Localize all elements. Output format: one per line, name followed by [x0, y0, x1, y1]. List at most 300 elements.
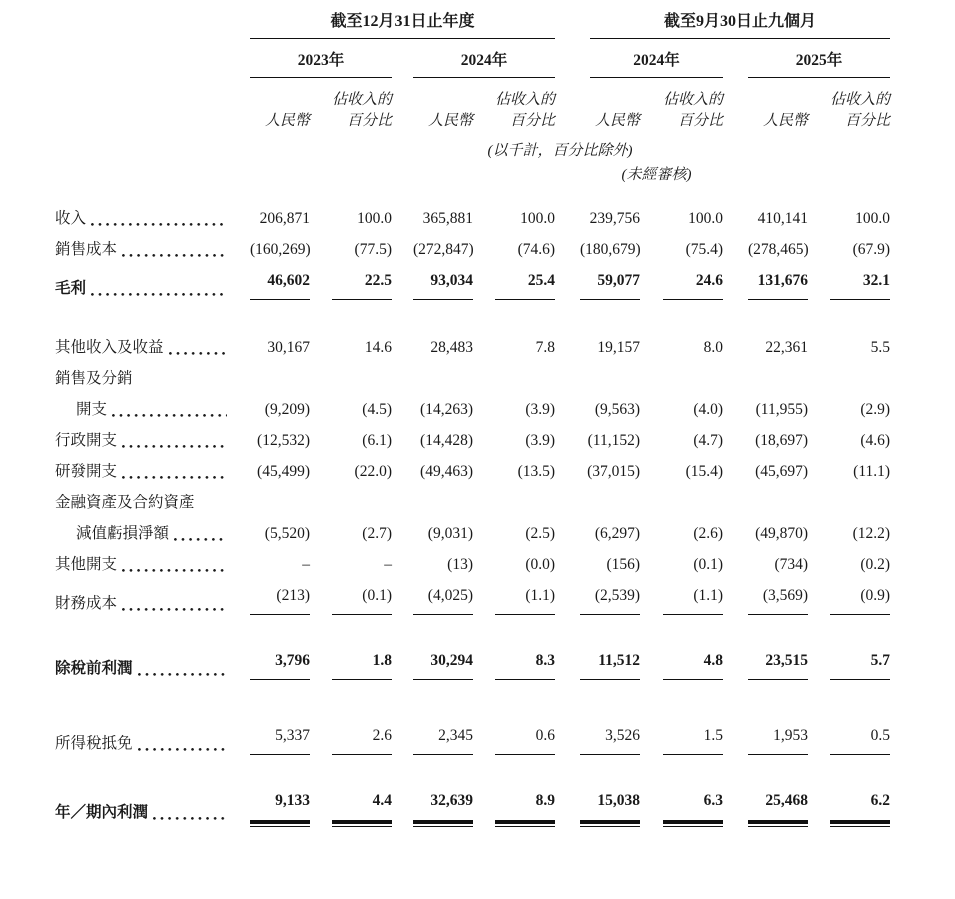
cell-value: 410,141 [757, 209, 809, 227]
column-gap [808, 425, 830, 456]
row-label-text: 開支 [76, 400, 108, 418]
cell-value: (6.1) [362, 431, 392, 449]
column-gap [473, 265, 495, 304]
column-gap [310, 332, 332, 363]
cell-value: (67.9) [852, 240, 891, 258]
cell-value: (0.1) [332, 580, 392, 619]
column-gap [808, 549, 830, 580]
leader-dots [174, 538, 227, 541]
table-row [55, 394, 890, 425]
row-label [55, 549, 230, 580]
column-gap [392, 363, 413, 394]
cell-value: (45,697) [755, 462, 809, 480]
column-gap [723, 720, 748, 759]
cell-value: 25,468 [748, 785, 808, 828]
cell-value: 239,756 [589, 209, 641, 227]
row-label [55, 645, 230, 684]
cell-value: 11,512 [580, 645, 640, 684]
units-note: (以千計，百分比除外) [487, 143, 633, 159]
pct-column-header: 佔收入的 百分比 [830, 92, 891, 129]
cell-value: (0.1) [693, 555, 724, 573]
column-gap [555, 518, 580, 549]
row-label-text: 金融資產及合約資產 [55, 493, 195, 511]
column-gap [473, 518, 495, 549]
column-gap [230, 425, 250, 456]
leader-dots [122, 569, 227, 572]
column-gap [808, 332, 830, 363]
cell-value: (13.5) [517, 462, 556, 480]
column-gap [230, 456, 250, 487]
column-gap [640, 332, 663, 363]
cell-value: (2.6) [693, 524, 724, 542]
column-gap [473, 456, 495, 487]
cell-value: (0.2) [860, 555, 891, 573]
column-gap [555, 265, 580, 304]
column-gap [723, 549, 748, 580]
column-gap [230, 487, 250, 518]
table-row [55, 645, 890, 684]
column-gap [640, 456, 663, 487]
cell-value: 5.5 [870, 338, 891, 356]
column-gap [808, 785, 830, 828]
row-label [55, 456, 230, 487]
column-gap [310, 203, 332, 234]
cell-value: (12.2) [852, 524, 891, 542]
cell-value: (180,679) [580, 240, 641, 258]
cell-value: 206,871 [259, 209, 310, 227]
cell-value: (75.4) [685, 240, 724, 258]
cell-value [748, 487, 808, 518]
cell-value: 1,953 [748, 720, 808, 759]
row-label-text: 研發開支 [55, 462, 118, 480]
column-gap [310, 456, 332, 487]
row-label-text: 收入 [55, 209, 87, 227]
year-header: 2023年 [230, 39, 392, 78]
column-gap [392, 425, 413, 456]
cell-value: (9,209) [264, 400, 310, 418]
column-gap [723, 456, 748, 487]
cell-value [663, 363, 723, 394]
cell-value: (9,031) [427, 524, 473, 542]
unaudited-note: (未經審核) [621, 167, 692, 183]
row-label [55, 487, 230, 518]
column-gap [230, 394, 250, 425]
column-gap [310, 720, 332, 759]
units-note-row [55, 132, 890, 161]
column-gap [808, 518, 830, 549]
cell-value: 30,167 [267, 338, 310, 356]
column-gap [310, 265, 332, 304]
leader-dots [91, 223, 227, 226]
row-label [55, 394, 230, 425]
column-gap [392, 265, 413, 304]
cell-value: 59,077 [580, 265, 640, 304]
period-group-header: 截至12月31日止年度 [230, 8, 555, 39]
cell-value: 25.4 [495, 265, 555, 304]
column-gap [555, 580, 580, 619]
column-gap [555, 720, 580, 759]
column-header-row [55, 78, 890, 132]
cell-value [663, 487, 723, 518]
column-gap [640, 487, 663, 518]
cell-value: 23,515 [748, 645, 808, 684]
cell-value: (4.7) [693, 431, 724, 449]
column-gap [723, 425, 748, 456]
column-gap [230, 645, 250, 684]
column-gap [473, 720, 495, 759]
cell-value: 14.6 [364, 338, 392, 356]
row-label-text: 所得稅抵免 [55, 734, 133, 752]
column-gap [310, 580, 332, 619]
cell-value: 30,294 [413, 645, 473, 684]
leader-dots [91, 293, 227, 296]
column-gap [808, 394, 830, 425]
year-header: 2025年 [723, 39, 890, 78]
cell-value: (734) [774, 555, 809, 573]
column-gap [555, 456, 580, 487]
cell-value: 32,639 [413, 785, 473, 828]
cell-value: 24.6 [663, 265, 723, 304]
row-label [55, 785, 230, 828]
cell-value: 3,526 [580, 720, 640, 759]
cell-value: 5,337 [250, 720, 310, 759]
column-gap [640, 645, 663, 684]
cell-value: 15,038 [580, 785, 640, 828]
cell-value: 22,361 [765, 338, 809, 356]
row-spacer [55, 304, 890, 332]
cell-value: 93,034 [413, 265, 473, 304]
cell-value [580, 363, 640, 394]
table-row [55, 785, 890, 828]
rmb-column-header: 人民幣 [427, 113, 473, 129]
column-gap [473, 363, 495, 394]
year-row [55, 39, 890, 78]
rmb-column-header: 人民幣 [763, 113, 809, 129]
cell-value [830, 487, 890, 518]
leader-dots [122, 476, 227, 479]
row-label-text: 銷售成本 [55, 240, 118, 258]
column-gap [230, 332, 250, 363]
column-gap [392, 394, 413, 425]
row-label-text: 其他開支 [55, 555, 118, 573]
table-row [55, 425, 890, 456]
cell-value: – [384, 555, 392, 573]
cell-value: (15.4) [685, 462, 724, 480]
column-gap [555, 425, 580, 456]
row-label [55, 234, 230, 265]
cell-value: (278,465) [748, 240, 809, 258]
column-gap [230, 720, 250, 759]
column-gap [640, 265, 663, 304]
column-gap [555, 785, 580, 828]
cell-value: 100.0 [855, 209, 891, 227]
leader-dots [138, 673, 227, 676]
cell-value: 6.2 [830, 785, 890, 828]
column-gap [230, 549, 250, 580]
leader-dots [169, 352, 227, 355]
column-gap [473, 785, 495, 828]
cell-value: – [302, 555, 310, 573]
period-group-row [55, 8, 890, 39]
pct-column-header: 佔收入的 百分比 [495, 92, 556, 129]
table-row [55, 580, 890, 619]
cell-value: (1.1) [495, 580, 555, 619]
column-gap [392, 234, 413, 265]
column-gap [392, 549, 413, 580]
table-row [55, 203, 890, 234]
table-row [55, 265, 890, 304]
cell-value: 131,676 [748, 265, 808, 304]
column-gap [230, 518, 250, 549]
cell-value: (11,152) [587, 431, 641, 449]
leader-dots [122, 254, 227, 257]
cell-value [250, 487, 310, 518]
row-label [55, 518, 230, 549]
table-row [55, 549, 890, 580]
cell-value [580, 487, 640, 518]
column-gap [640, 394, 663, 425]
column-gap [723, 363, 748, 394]
cell-value: 0.5 [830, 720, 890, 759]
row-label-text: 財務成本 [55, 594, 118, 612]
column-gap [640, 580, 663, 619]
cell-value: (3,569) [748, 580, 808, 619]
cell-value: (18,697) [755, 431, 809, 449]
column-gap [808, 203, 830, 234]
cell-value: (213) [250, 580, 310, 619]
column-gap [808, 363, 830, 394]
cell-value: 365,881 [422, 209, 473, 227]
leader-dots [138, 748, 227, 751]
row-label [55, 203, 230, 234]
cell-value: (45,499) [257, 462, 310, 480]
cell-value: (4.6) [860, 431, 891, 449]
column-gap [808, 456, 830, 487]
cell-value: (12,532) [257, 431, 310, 449]
column-gap [723, 645, 748, 684]
cell-value: 0.6 [495, 720, 555, 759]
column-gap [555, 645, 580, 684]
column-gap [473, 234, 495, 265]
cell-value: (156) [606, 555, 641, 573]
cell-value: (37,015) [587, 462, 641, 480]
column-gap [392, 456, 413, 487]
cell-value: (11.1) [853, 462, 891, 480]
cell-value: (4.5) [362, 400, 392, 418]
column-gap [230, 363, 250, 394]
column-gap [392, 785, 413, 828]
cell-value: (14,263) [420, 400, 473, 418]
cell-value: 4.8 [663, 645, 723, 684]
row-label [55, 580, 230, 619]
rmb-column-header: 人民幣 [264, 113, 310, 129]
column-gap [473, 580, 495, 619]
table-row [55, 456, 890, 487]
cell-value: (5,520) [264, 524, 310, 542]
column-gap [392, 720, 413, 759]
cell-value: 19,157 [597, 338, 641, 356]
cell-value: (160,269) [250, 240, 311, 258]
column-gap [640, 203, 663, 234]
cell-value: 1.8 [332, 645, 392, 684]
cell-value: 100.0 [688, 209, 724, 227]
column-gap [723, 487, 748, 518]
table-row [55, 234, 890, 265]
column-gap [473, 645, 495, 684]
column-gap [473, 487, 495, 518]
cell-value: 8.9 [495, 785, 555, 828]
column-gap [310, 234, 332, 265]
cell-value: (77.5) [354, 240, 392, 258]
pct-column-header: 佔收入的 百分比 [332, 92, 393, 129]
cell-value: 100.0 [357, 209, 392, 227]
column-gap [723, 265, 748, 304]
column-gap [392, 203, 413, 234]
cell-value: 6.3 [663, 785, 723, 828]
cell-value: (2.7) [362, 524, 392, 542]
row-label-text: 銷售及分銷 [55, 369, 133, 387]
column-gap [640, 425, 663, 456]
column-gap [392, 645, 413, 684]
column-gap [555, 487, 580, 518]
column-gap [640, 518, 663, 549]
column-gap [723, 518, 748, 549]
cell-value: 100.0 [520, 209, 556, 227]
cell-value: 2.6 [332, 720, 392, 759]
cell-value: (272,847) [413, 240, 474, 258]
cell-value: (4.0) [693, 400, 724, 418]
column-gap [392, 580, 413, 619]
cell-value: (74.6) [517, 240, 556, 258]
column-gap [808, 580, 830, 619]
cell-value: (22.0) [354, 462, 392, 480]
column-gap [808, 487, 830, 518]
cell-value: 7.8 [535, 338, 556, 356]
column-gap [310, 394, 332, 425]
cell-value: (11,955) [755, 400, 809, 418]
column-gap [310, 785, 332, 828]
column-gap [310, 645, 332, 684]
row-label [55, 720, 230, 759]
column-gap [723, 234, 748, 265]
column-gap [640, 785, 663, 828]
cell-value: (2,539) [580, 580, 640, 619]
cell-value: (3.9) [525, 400, 556, 418]
column-gap [640, 549, 663, 580]
column-gap [640, 720, 663, 759]
cell-value: 32.1 [830, 265, 890, 304]
column-gap [723, 785, 748, 828]
column-gap [473, 425, 495, 456]
table-row [55, 720, 890, 759]
cell-value: (6,297) [594, 524, 641, 542]
cell-value: (49,463) [420, 462, 473, 480]
column-gap [555, 234, 580, 265]
cell-value: 8.0 [703, 338, 724, 356]
row-label-text: 除稅前利潤 [55, 659, 133, 677]
table-row [55, 487, 890, 518]
column-gap [808, 645, 830, 684]
column-gap [230, 265, 250, 304]
row-label-text: 行政開支 [55, 431, 118, 449]
column-gap [473, 394, 495, 425]
row-label-text: 毛利 [55, 279, 87, 297]
column-gap [392, 487, 413, 518]
table-row [55, 332, 890, 363]
leader-dots [112, 414, 227, 417]
cell-value: 3,796 [250, 645, 310, 684]
row-spacer [55, 684, 890, 720]
cell-value: 4.4 [332, 785, 392, 828]
cell-value: (3.9) [525, 431, 556, 449]
column-gap [723, 203, 748, 234]
column-gap [310, 487, 332, 518]
column-gap [392, 518, 413, 549]
row-label-text: 年／期內利潤 [55, 803, 149, 821]
cell-value [830, 363, 890, 394]
column-gap [640, 363, 663, 394]
cell-value [495, 487, 555, 518]
financial-summary-table [55, 8, 890, 828]
cell-value [748, 363, 808, 394]
cell-value [250, 363, 310, 394]
row-label-text: 其他收入及收益 [55, 338, 164, 356]
cell-value [332, 487, 392, 518]
column-gap [230, 580, 250, 619]
cell-value: (2.5) [525, 524, 556, 542]
period-group-header: 截至9月30日止九個月 [555, 8, 890, 39]
column-gap [310, 363, 332, 394]
column-gap [808, 720, 830, 759]
cell-value: (0.0) [525, 555, 556, 573]
table-row [55, 518, 890, 549]
cell-value: 9,133 [250, 785, 310, 828]
cell-value: 22.5 [332, 265, 392, 304]
column-gap [555, 332, 580, 363]
column-gap [473, 203, 495, 234]
column-gap [640, 234, 663, 265]
table-row [55, 363, 890, 394]
cell-value: (0.9) [830, 580, 890, 619]
leader-dots [153, 817, 227, 820]
cell-value: 1.5 [663, 720, 723, 759]
year-header: 2024年 [392, 39, 555, 78]
column-gap [808, 234, 830, 265]
leader-dots [122, 608, 227, 611]
column-gap [473, 549, 495, 580]
cell-value: (13) [447, 555, 473, 573]
year-header: 2024年 [555, 39, 723, 78]
column-gap [473, 332, 495, 363]
cell-value [495, 363, 555, 394]
row-spacer [55, 185, 890, 203]
column-gap [230, 234, 250, 265]
column-gap [310, 425, 332, 456]
cell-value [413, 363, 473, 394]
column-gap [310, 549, 332, 580]
cell-value: (4,025) [413, 580, 473, 619]
column-gap [808, 265, 830, 304]
row-label [55, 332, 230, 363]
cell-value [413, 487, 473, 518]
cell-value: (14,428) [420, 431, 473, 449]
cell-value: 8.3 [495, 645, 555, 684]
leader-dots [122, 445, 227, 448]
row-label [55, 265, 230, 304]
column-gap [555, 549, 580, 580]
cell-value [332, 363, 392, 394]
rmb-column-header: 人民幣 [595, 113, 641, 129]
